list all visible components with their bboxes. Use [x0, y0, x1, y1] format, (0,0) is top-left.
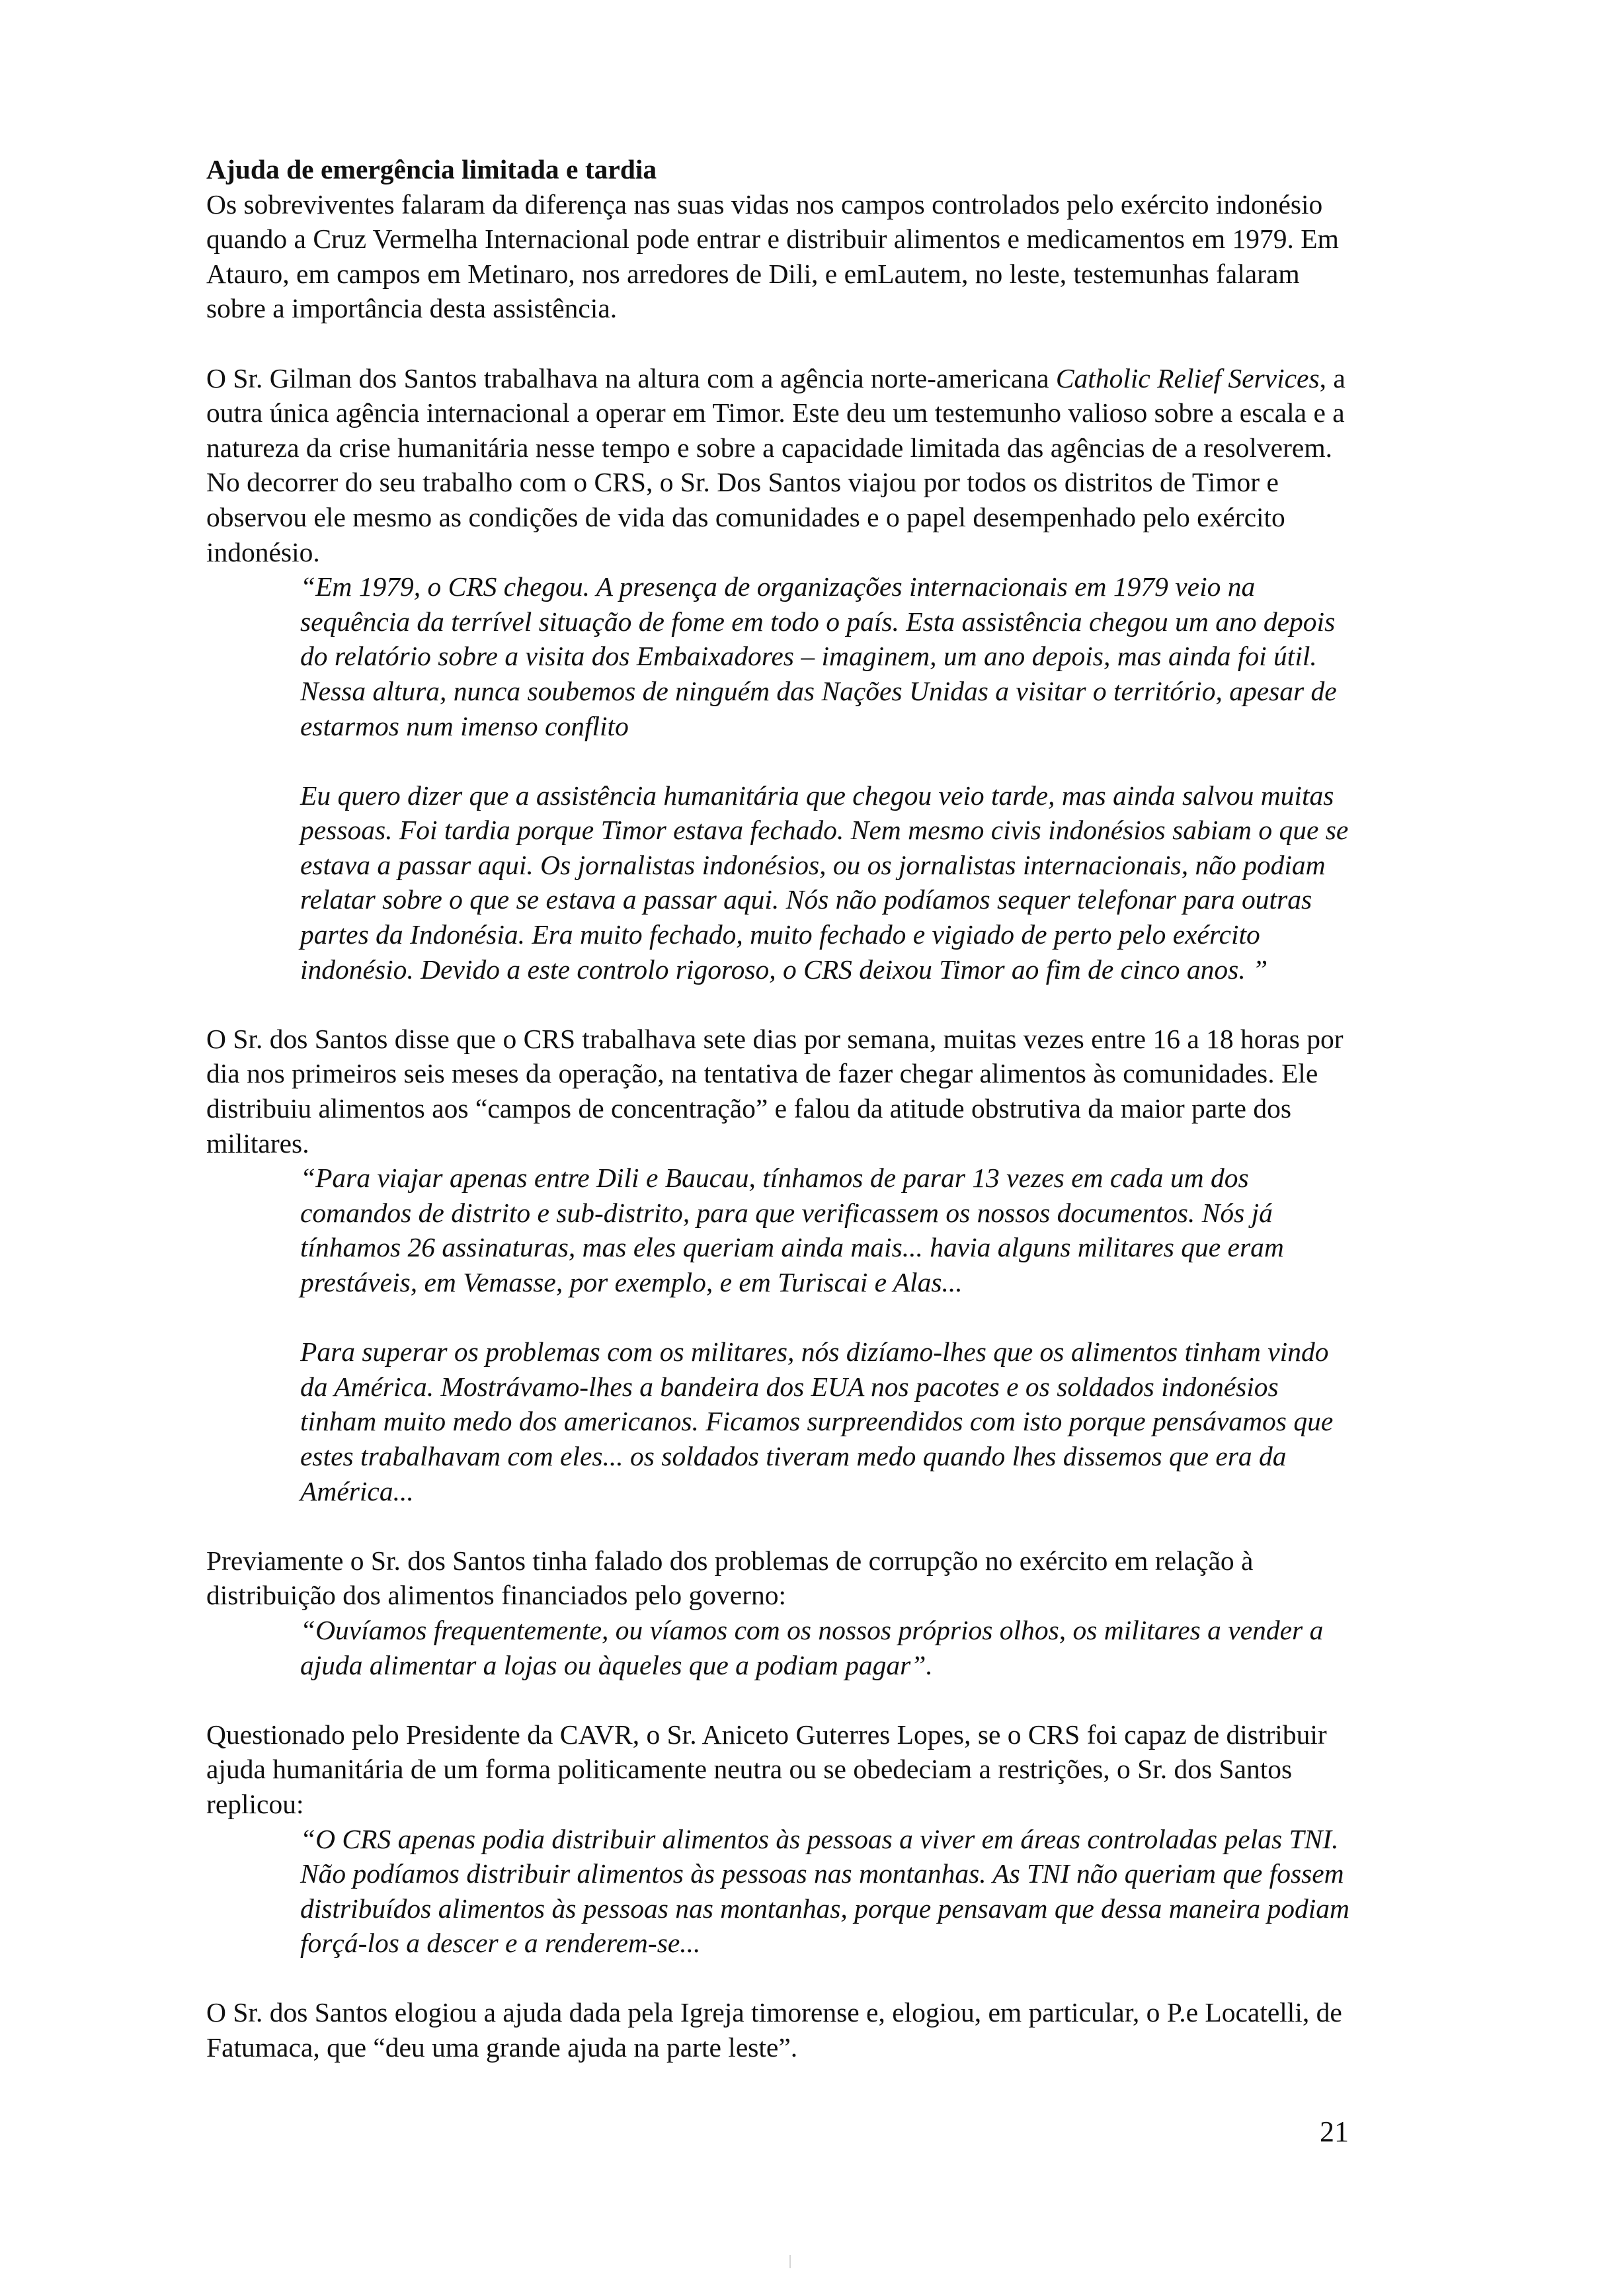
quote-food-aid-sold: “Ouvíamos frequentemente, ou víamos com os nossos próprios olhos, os militares a vender a ajuda alimentar a lojas ou àqueles que a podiam pagar”. [300, 1614, 1324, 1680]
quote-military-problems: Para superar os problemas com os militares, nós dizíamo-lhes que os alimentos tinham vindo da América. Mostrávamo-lhes a bandeira dos EUA nos pacotes e os soldados indonésios tinham muito medo dos americanos. Ficamos surpreendidos com isto porque pensávamos que estes trabalhavam com eles... os soldados tiveram medo quando lhes dissemos que era da América... [300, 1336, 1334, 1506]
paragraph-text-after: , a outra única agência internacional a operar em Timor. Este deu um testemunho valioso sobre a escala e a natureza da crise humanitária nesse tempo e sobre a capacidade limitada das agências de a resolverem. No decorrer do seu trabalho com o CRS, o Sr. Dos Santos viajou por todos os distritos de Timor e observou ele mesmo as condições de vida das comunidades e o papel desempenhado pelo exército indonésio. [206, 362, 1346, 567]
paragraph-gap [206, 326, 1351, 361]
paragraph-corruption: Previamente o Sr. dos Santos tinha falado dos problemas de corrupção no exército em relação à distribuição dos alimentos financiados pelo governo: [206, 1545, 1254, 1611]
paragraph-gap [206, 1508, 1351, 1543]
quote-dili-baucau: “Para viajar apenas entre Dili e Baucau, tínhamos de parar 13 vezes em cada um dos comandos de distrito e sub-distrito, para que verificassem os nossos documentos. Nós já tínhamos 26 assinaturas, mas eles queriam ainda mais... havia alguns militares que eram prestáveis, em Vemasse, por exemplo, e em Turiscai e Alas... [300, 1163, 1284, 1297]
quote-tni-areas: “O CRS apenas podia distribuir alimentos às pessoas a viver em áreas controladas pelas TNI. Não podíamos distribuir alimentos às pessoas nas montanhas. As TNI não queriam que fossem distribuídos alimentos às pessoas nas montanhas, porque pensavam que dessa maneira podiam forçá-los a descer e a renderem-se... [300, 1823, 1349, 1959]
page-number: 21 [1320, 2115, 1349, 2148]
paragraph-gap [206, 743, 1351, 778]
agency-name-italic: Catholic Relief Services [1055, 362, 1320, 393]
paragraph-church-praise: O Sr. dos Santos elogiou a ajuda dada pela Igreja timorense e, elogiou, em particular, o P.e Locatelli, de Fatumaca, que “deu uma grande ajuda na parte leste”. [206, 1997, 1342, 2063]
document-body [206, 152, 1351, 2065]
paragraph-crs-work: O Sr. dos Santos disse que o CRS trabalhava sete dias por semana, muitas vezes entre 16 a 18 horas por dia nos primeiros seis meses da operação, na tentativa de fazer chegar alimentos às comunidades. Ele distribuiu alimentos aos “campos de concentração” e falou da atitude obstrutiva da maior parte dos militares. [206, 1023, 1344, 1159]
quote-late-assistance: Eu quero dizer que a assistência humanitária que chegou veio tarde, mas ainda salvou muitas pessoas. Foi tardia porque Timor estava fechado. Nem mesmo civis indonésios sabiam o que se estava a passar aqui. Os jornalistas indonésios, ou os jornalistas internacionais, não podiam relatar sobre o que se estava a passar aqui. Nós não podíamos sequer telefonar para outras partes da Indonésia. Era muito fechado, muito fechado e vigiado de perto pelo exército indonésio. Devido a este controlo rigoroso, o CRS deixou Timor ao fim de cinco anos. ” [300, 780, 1349, 985]
quote-1979-crs: “Em 1979, o CRS chegou. A presença de organizações internacionais em 1979 veio na sequência da terrível situação de fome em todo o país. Esta assistência chegou um ano depois do relatório sobre a visita dos Embaixadores – imaginem, um ano depois, mas ainda foi útil. Nessa altura, nunca soubemos de ninguém das Nações Unidas a visitar o território, apesar de estarmos num imenso conflito [300, 571, 1337, 741]
paragraph-gap [206, 1300, 1351, 1335]
paragraph-gap [206, 1682, 1351, 1717]
scan-mark [789, 2255, 791, 2268]
paragraph-gap [206, 987, 1351, 1022]
paragraph-cavr-question: Questionado pelo Presidente da CAVR, o Sr. Aniceto Guterres Lopes, se o CRS foi capaz de distribuir ajuda humanitária de um forma politicamente neutra ou se obedeciam a restrições, o Sr. dos Santos replicou: [206, 1719, 1327, 1819]
paragraph-gap [206, 1961, 1351, 1996]
paragraph-survivors: Os sobreviventes falaram da diferença nas suas vidas nos campos controlados pelo exército indonésio quando a Cruz Vermelha Internacional pode entrar e distribuir alimentos e medicamentos em 1979. Em Atauro, em campos em Metinaro, nos arredores de Dili, e emLautem, no leste, testemunhas falaram sobre a importância desta assistência. [206, 188, 1339, 324]
paragraph-text-before: O Sr. Gilman dos Santos trabalhava na altura com a agência norte-americana [206, 362, 1056, 393]
section-heading: Ajuda de emergência limitada e tardia [206, 154, 657, 184]
paragraph-gilman-dos-santos [206, 361, 1351, 570]
